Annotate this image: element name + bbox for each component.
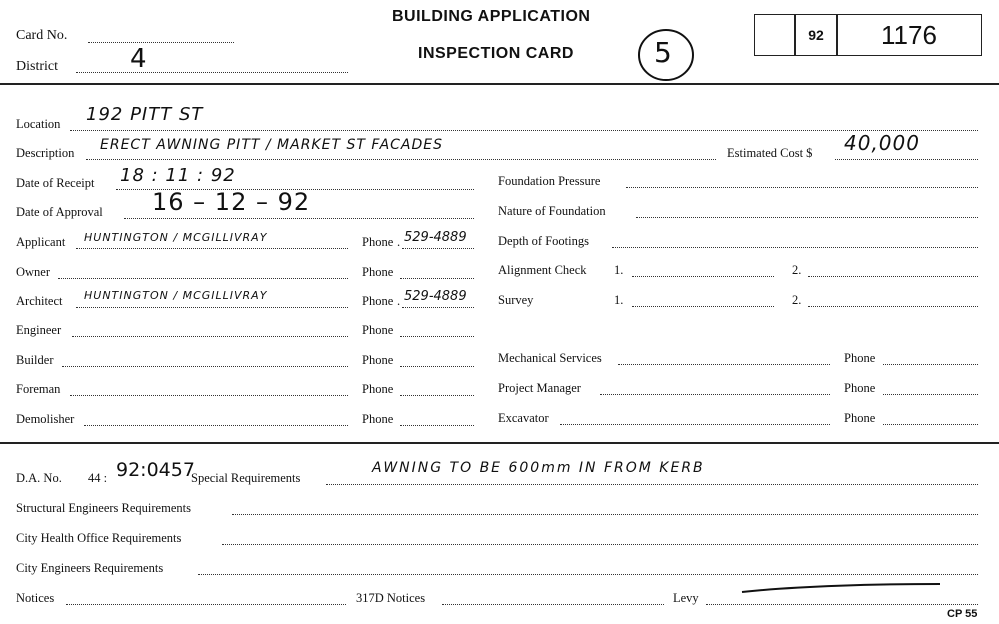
nature-foundation-line	[636, 217, 978, 218]
date-approval-label: Date of Approval	[16, 205, 103, 219]
alignment-line1	[632, 276, 774, 277]
title-line2: INSPECTION CARD	[418, 45, 574, 62]
reference-number: 1176	[881, 19, 937, 50]
survey-label: Survey	[498, 293, 534, 307]
city-eng-line	[198, 574, 978, 575]
alignment-line2	[808, 276, 978, 277]
estimated-cost-line	[835, 159, 978, 160]
da-prefix: 44 :	[88, 471, 108, 485]
mechanical-services-line	[618, 364, 830, 365]
excavator-phone-label: Phone	[844, 411, 876, 425]
project-manager-label: Project Manager	[498, 381, 581, 395]
mechanical-services-label: Mechanical Services	[498, 351, 602, 365]
engineer-phone-label: Phone	[362, 323, 394, 337]
reference-box-number	[836, 14, 982, 56]
project-manager-line	[600, 394, 830, 395]
divider-top	[0, 83, 999, 85]
owner-line	[58, 278, 348, 279]
levy-label: Levy	[673, 591, 699, 605]
demolisher-phone-label: Phone	[362, 412, 394, 426]
foreman-phone-line	[400, 395, 474, 396]
architect-line	[76, 307, 348, 308]
applicant-phone-label: Phone	[362, 235, 394, 249]
architect-phone-line	[402, 307, 474, 308]
demolisher-label: Demolisher	[16, 412, 75, 426]
special-req-value: AWNING TO BE 600mm IN FROM KERB	[372, 460, 705, 476]
alignment-mark2: 2.	[792, 263, 802, 277]
foreman-label: Foreman	[16, 382, 61, 396]
card-no-line	[88, 42, 234, 43]
estimated-cost-label: Estimated Cost $	[727, 146, 813, 160]
da-no-label: D.A. No.	[16, 471, 62, 485]
applicant-value: HUNTINGTON / MCGILLIVRAY	[84, 231, 268, 244]
survey-line1	[632, 306, 774, 307]
applicant-phone-line	[402, 248, 474, 249]
health-label: City Health Office Requirements	[16, 531, 182, 545]
project-manager-phone-label: Phone	[844, 381, 876, 395]
excavator-label: Excavator	[498, 411, 549, 425]
district-line	[76, 72, 348, 73]
date-receipt-label: Date of Receipt	[16, 176, 95, 190]
circled-number: 5	[654, 36, 673, 69]
nature-foundation-label: Nature of Foundation	[498, 204, 606, 218]
depth-footings-label: Depth of Footings	[498, 234, 589, 248]
builder-phone-label: Phone	[362, 353, 394, 367]
date-approval-line	[124, 218, 474, 219]
architect-phone-label: Phone	[362, 294, 394, 308]
notices-label: Notices	[16, 591, 55, 605]
applicant-phone-value: 529-4889	[404, 230, 467, 245]
depth-footings-line	[612, 247, 978, 248]
builder-line	[62, 366, 348, 367]
owner-phone-label: Phone	[362, 265, 394, 279]
alignment-check-label: Alignment Check	[498, 263, 587, 277]
survey-line2	[808, 306, 978, 307]
estimated-cost-value: 40,000	[844, 131, 920, 155]
city-eng-label: City Engineers Requirements	[16, 561, 164, 575]
special-req-line	[326, 484, 978, 485]
date-approval-value: 16 – 12 – 92	[152, 188, 311, 216]
levy-stroke	[738, 580, 944, 596]
description-line	[86, 159, 716, 160]
special-req-label: Special Requirements	[191, 471, 301, 485]
excavator-line	[560, 424, 830, 425]
alignment-mark1: 1.	[614, 263, 624, 277]
divider-bottom	[0, 442, 999, 444]
notices-line	[66, 604, 346, 605]
applicant-line	[76, 248, 348, 249]
survey-mark2: 2.	[792, 293, 802, 307]
project-manager-phone-line	[883, 394, 978, 395]
notices-317d-label: 317D Notices	[356, 591, 426, 605]
location-line	[70, 130, 978, 131]
location-label: Location	[16, 117, 61, 131]
survey-mark1: 1.	[614, 293, 624, 307]
notices-317d-line	[442, 604, 664, 605]
foreman-line	[70, 395, 348, 396]
district-label: District	[16, 59, 58, 74]
reference-box-blank	[754, 14, 796, 56]
mechanical-phone-line	[883, 364, 978, 365]
levy-line	[706, 604, 978, 605]
demolisher-phone-line	[400, 425, 474, 426]
demolisher-line	[84, 425, 348, 426]
district-value: 4	[130, 44, 148, 74]
foundation-pressure-line	[626, 187, 978, 188]
reference-box-prefix	[794, 14, 838, 56]
applicant-label: Applicant	[16, 235, 66, 249]
card-no-label: Card No.	[16, 28, 68, 43]
reference-prefix: 92	[808, 27, 824, 43]
owner-label: Owner	[16, 265, 51, 279]
mechanical-phone-label: Phone	[844, 351, 876, 365]
title-line1: BUILDING APPLICATION	[392, 8, 591, 25]
inspection-card: Card No. District 4 BUILDING APPLICATION INSPECTION CARD 5 92 1176 Location 192 PITT ST Description ERECT AWNING PITT / MARKET ST FACADES Estimated Cost $ 40,000 Date of Receipt 18 : 11 : 92 Date of Approval 16 – 12 – 92 Applicant HUNTINGTON / MCGILLIVRAY Phone . 529-4889 Owner Phone Architect HUNTINGTON / MCGILLIVRAY Phone . 529-4889 Engineer Phone Builder Phone Foreman Phone Demolisher Phone Foundation Pressure Nature of Foundation Depth of Footings Alignment Check 1. 2. Survey 1. 2. Mechanical Services Phone Project Manager Phone Excavator Phone D.A. No. 44 : 92:0457 Special Requirements AWNING TO BE 600mm IN FROM KERB Structural Engineers Requirements City Health Office Requirements City Engineers Requirements Notices 317D Notices Levy CP 55	[0, 0, 999, 624]
architect-label: Architect	[16, 294, 63, 308]
structural-label: Structural Engineers Requirements	[16, 501, 191, 515]
owner-phone-line	[400, 278, 474, 279]
engineer-phone-line	[400, 336, 474, 337]
builder-phone-line	[400, 366, 474, 367]
description-value: ERECT AWNING PITT / MARKET ST FACADES	[100, 137, 444, 153]
footer-code: CP 55	[947, 608, 978, 620]
builder-label: Builder	[16, 353, 54, 367]
engineer-line	[72, 336, 348, 337]
foreman-phone-label: Phone	[362, 382, 394, 396]
date-receipt-value: 18 : 11 : 92	[120, 165, 236, 186]
architect-phone-value: 529-4889	[404, 289, 467, 304]
architect-value: HUNTINGTON / MCGILLIVRAY	[84, 289, 268, 302]
foundation-pressure-label: Foundation Pressure	[498, 174, 601, 188]
engineer-label: Engineer	[16, 323, 62, 337]
health-line	[222, 544, 978, 545]
structural-line	[232, 514, 978, 515]
da-value: 92:0457	[116, 459, 195, 481]
excavator-phone-line	[883, 424, 978, 425]
location-value: 192 PITT ST	[86, 104, 204, 125]
description-label: Description	[16, 146, 75, 160]
